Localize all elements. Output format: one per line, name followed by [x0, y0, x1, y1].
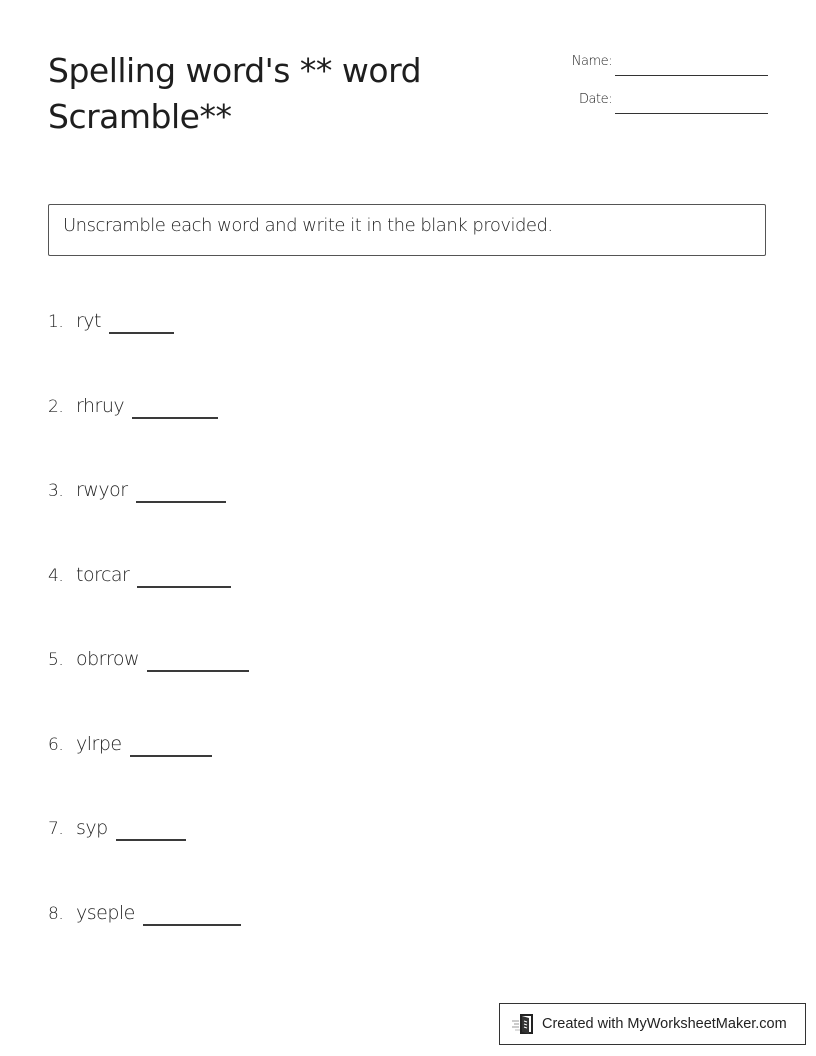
scrambled-word: yseple: [76, 901, 135, 924]
list-item: [48, 479, 249, 564]
name-label: Name:: [571, 54, 612, 69]
item-number: 6.: [48, 734, 64, 755]
scrambled-word: syp: [76, 817, 108, 839]
scrambled-word: ryt: [76, 310, 102, 332]
scrambled-word: rhruy: [76, 394, 125, 417]
list-item: [48, 817, 249, 902]
item-number: 5.: [48, 650, 64, 670]
answer-blank[interactable]: [132, 417, 218, 419]
list-item: [48, 902, 249, 987]
date-field: [548, 90, 770, 128]
list-item: [48, 310, 249, 395]
item-number: 1.: [48, 312, 64, 332]
item-number: 2.: [48, 396, 64, 417]
item-number: 8.: [48, 903, 64, 924]
list-item: [48, 733, 249, 818]
worksheet-title: Spelling word's ** word Scramble**: [48, 51, 422, 136]
student-info: [548, 52, 770, 128]
answer-blank[interactable]: [109, 332, 174, 334]
footer-text: Created with MyWorksheetMaker.com: [542, 1016, 787, 1032]
worksheet-maker-logo-icon: [512, 1013, 536, 1035]
footer-credit-link[interactable]: [499, 1003, 806, 1045]
scrambled-word: rwyor: [76, 479, 128, 501]
name-field: [548, 52, 770, 90]
instructions-text: Unscramble each word and write it in the blank provided.: [63, 215, 553, 236]
answer-blank[interactable]: [143, 924, 241, 926]
list-item: [48, 564, 249, 649]
date-label: Date:: [579, 92, 612, 107]
item-number: 4.: [48, 565, 64, 586]
word-list: [48, 310, 249, 986]
answer-blank[interactable]: [147, 670, 249, 672]
answer-blank[interactable]: [116, 839, 186, 841]
answer-blank[interactable]: [130, 755, 212, 757]
list-item: [48, 395, 249, 480]
instructions-box: [48, 204, 766, 256]
scrambled-word: torcar: [76, 563, 130, 586]
date-line[interactable]: [615, 113, 768, 114]
list-item: [48, 648, 249, 733]
item-number: 7.: [48, 819, 64, 839]
scrambled-word: ylrpe: [76, 732, 122, 755]
answer-blank[interactable]: [136, 501, 226, 503]
item-number: 3.: [48, 481, 64, 501]
answer-blank[interactable]: [137, 586, 231, 588]
name-line[interactable]: [615, 75, 768, 76]
scrambled-word: obrrow: [76, 648, 140, 670]
